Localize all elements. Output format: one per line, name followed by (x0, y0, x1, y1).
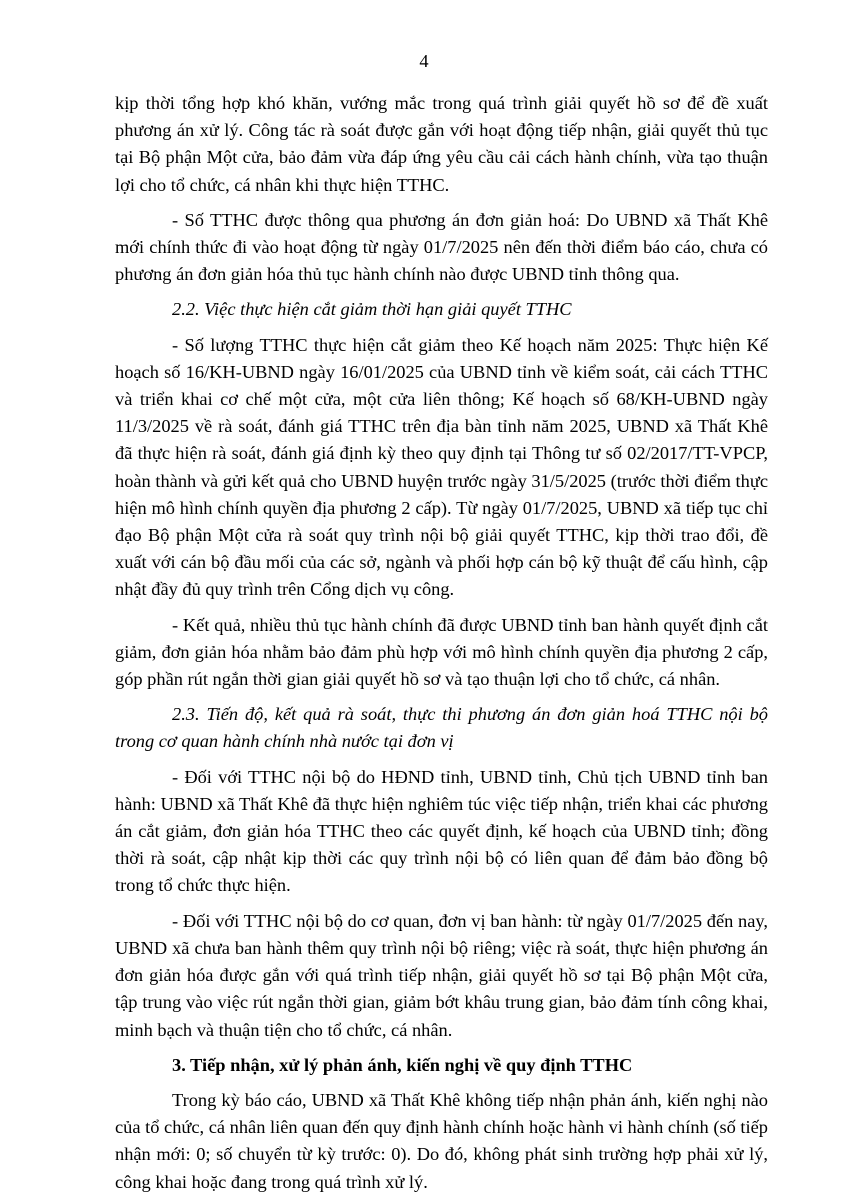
paragraph-internal-procedures-unit: - Đối với TTHC nội bộ do cơ quan, đơn vị ban hành: từ ngày 01/7/2025 đến nay, UBND xã chưa ban hành thêm quy trình nội bộ riêng; việc rà soát, thực hiện phương án đơn giản hóa được gắn với quá trình tiếp nhận, giải quyết hồ sơ tại Bộ phận Một cửa, tập trung vào việc rút ngắn thời gian, giảm bớt khâu trung gian, bảo đảm tính công khai, minh bạch và thuận tiện cho tổ chức, cá nhân. (115, 910, 768, 1040)
paragraph-feedback-handling: Trong kỳ báo cáo, UBND xã Thất Khê không tiếp nhận phản ánh, kiến nghị nào của tổ chức, cá nhân liên quan đến quy định hành chính hoặc hành vi hành chính (số tiếp nhận mới: 0; số chuyển từ kỳ trước: 0). Do đó, không phát sinh trường hợp phải xử lý, công khai hoặc đang trong quá trình xử lý. (115, 1089, 768, 1192)
section-heading-2-3: 2.3. Tiến độ, kết quả rà soát, thực thi phương án đơn giản hoá TTHC nội bộ trong cơ quan hành chính nhà nước tại đơn vị (115, 704, 768, 752)
paragraph-reduction-plan: - Số lượng TTHC thực hiện cắt giảm theo Kế hoạch năm 2025: Thực hiện Kế hoạch số 16/KH-UBND ngày 16/01/2025 của UBND tỉnh về kiểm soát, cải cách TTHC và triển khai cơ chế một cửa, một cửa liên thông; Kế hoạch số 68/KH-UBND ngày 11/3/2025 về rà soát, đánh giá TTHC trên địa bàn tỉnh năm 2025, UBND xã Thất Khê đã thực hiện rà soát, đánh giá định kỳ theo quy định tại Thông tư số 02/2017/TT-VPCP, hoàn thành và gửi kết quả cho UBND huyện trước ngày 31/5/2025 (trước thời điểm thực hiện mô hình chính quyền địa phương 2 cấp). Từ ngày 01/7/2025, UBND xã tiếp tục chỉ đạo Bộ phận Một cửa rà soát quy trình nội bộ giải quyết TTHC, kịp thời trao đổi, đề xuất với cán bộ đầu mối của các sở, ngành và phối hợp cán bộ kỹ thuật để cấu hình, cập nhật đầy đủ quy trình trên Cổng dịch vụ công. (115, 334, 768, 600)
section-heading-3: 3. Tiếp nhận, xử lý phản ánh, kiến nghị về quy định TTHC (172, 1054, 633, 1075)
paragraph-reduction-result: - Kết quả, nhiều thủ tục hành chính đã được UBND tỉnh ban hành quyết định cắt giảm, đơn giản hóa nhằm bảo đảm phù hợp với mô hình chính quyền địa phương 2 cấp, góp phần rút ngắn thời gian giải quyết hồ sơ và tạo thuận lợi cho tổ chức, cá nhân. (115, 614, 768, 690)
paragraph-simplification-count: - Số TTHC được thông qua phương án đơn giản hoá: Do UBND xã Thất Khê mới chính thức đi vào hoạt động từ ngày 01/7/2025 nên đến thời điểm báo cáo, chưa có phương án đơn giản hóa thủ tục hành chính nào được UBND tỉnh thông qua. (115, 209, 768, 285)
paragraph-continuation: kịp thời tổng hợp khó khăn, vướng mắc trong quá trình giải quyết hồ sơ để đề xuất phương án xử lý. Công tác rà soát được gắn với hoạt động tiếp nhận, giải quyết thủ tục tại Bộ phận Một cửa, bảo đảm vừa đáp ứng yêu cầu cải cách hành chính, vừa tạo thuận lợi cho tổ chức, cá nhân khi thực hiện TTHC. (115, 93, 768, 195)
document-body (115, 90, 768, 1204)
paragraph-internal-procedures-province: - Đối với TTHC nội bộ do HĐND tỉnh, UBND tỉnh, Chủ tịch UBND tỉnh ban hành: UBND xã Thất Khê đã thực hiện nghiêm túc việc tiếp nhận, triển khai các phương án cắt giảm, đơn giản hóa TTHC theo các quyết định, kế hoạch của UBND tỉnh; đồng thời rà soát, cập nhật kịp thời các quy trình nội bộ có liên quan để đảm bảo đồng bộ trong tổ chức thực hiện. (115, 766, 768, 896)
page-number: 4 (419, 51, 429, 71)
section-heading-2-2: 2.2. Việc thực hiện cắt giảm thời hạn giải quyết TTHC (172, 299, 572, 320)
